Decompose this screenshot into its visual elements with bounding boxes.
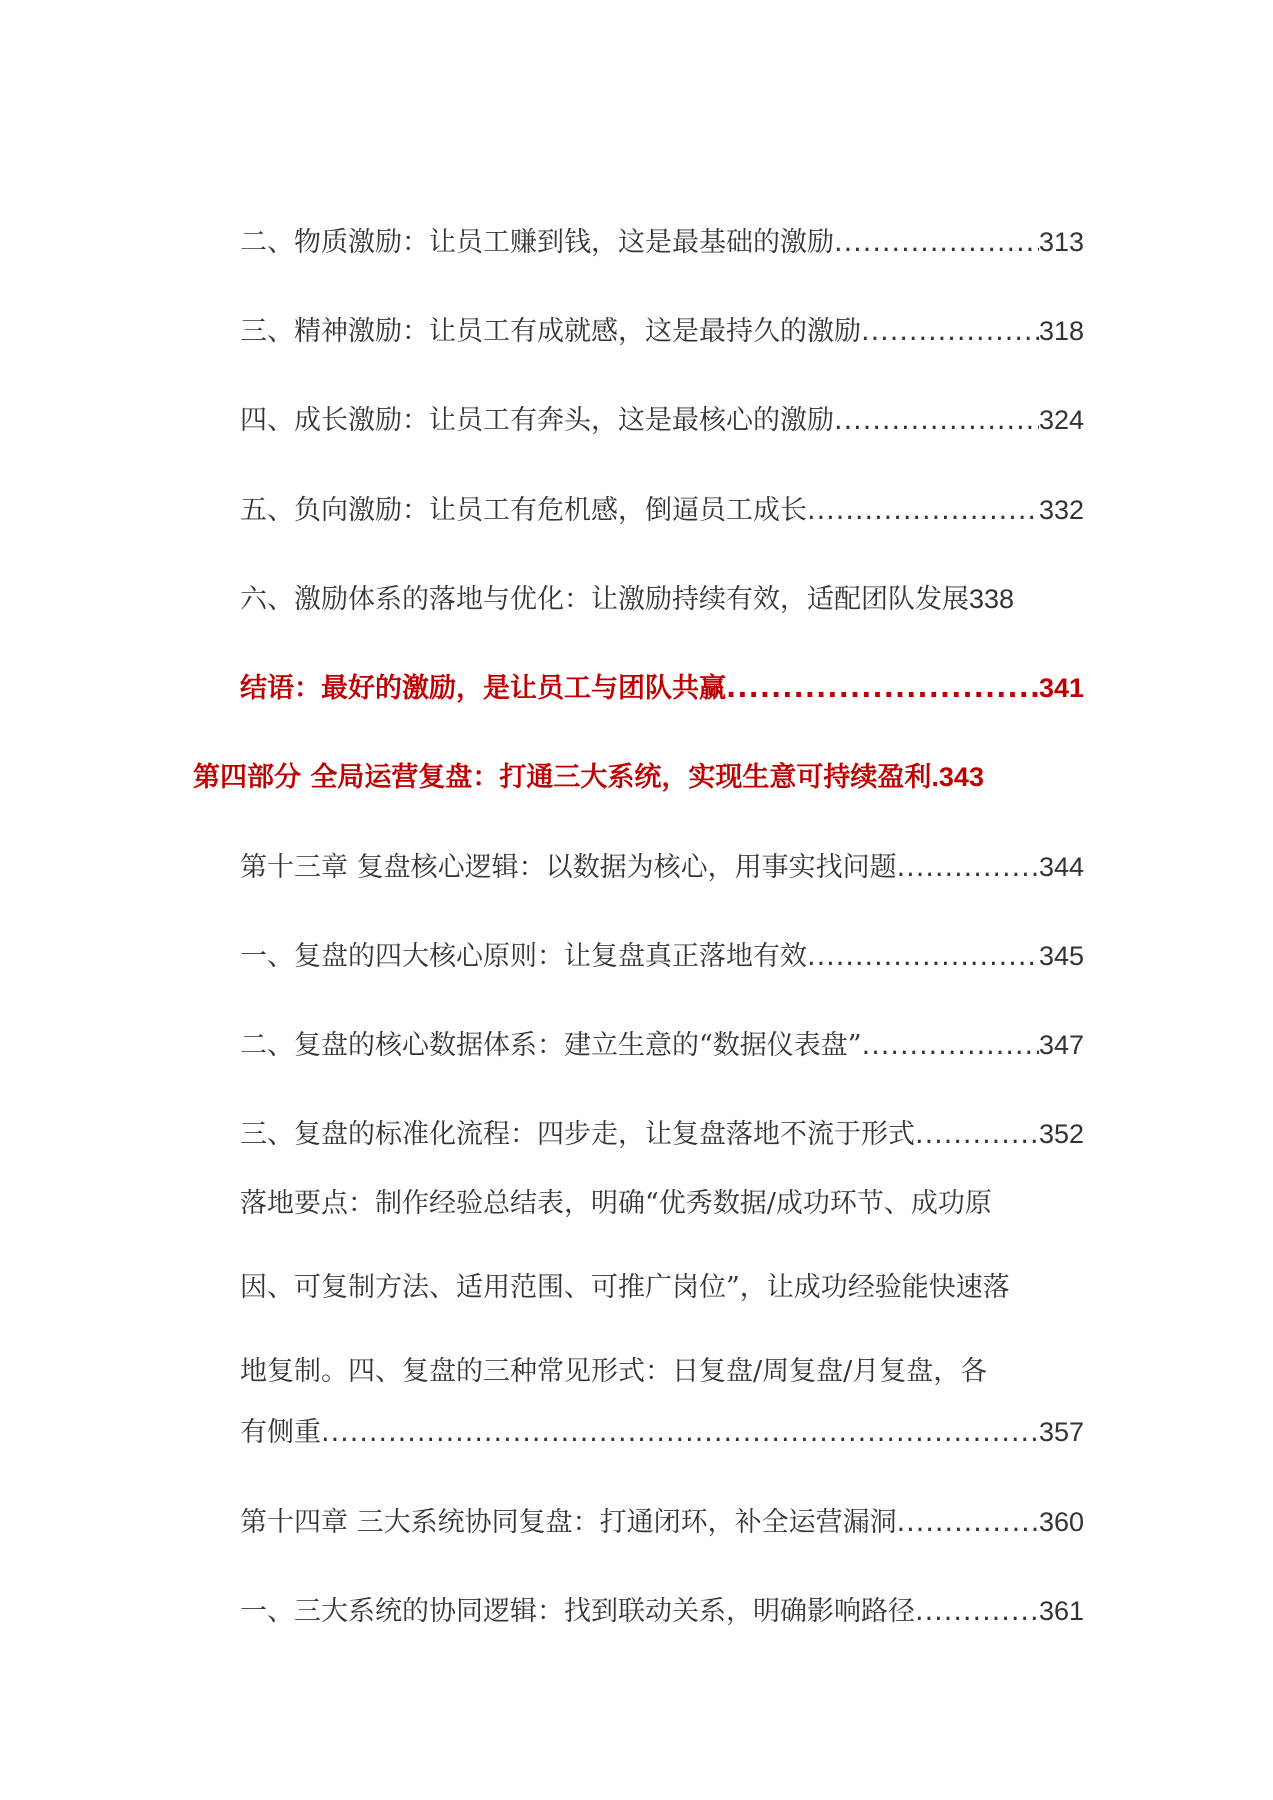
toc-entry-chapter-13[interactable] [240,847,1084,888]
dot-leader [862,1026,1039,1066]
dot-leader [915,1592,1039,1632]
toc-entry-title: 第四部分 全局运营复盘：打通三大系统，实现生意可持续盈利 [193,762,932,793]
toc-entry-data-system[interactable] [240,1025,1084,1066]
dot-leader [321,1413,1039,1453]
toc-page-number: 318 [1038,316,1084,346]
toc-entry-title: 三、精神激励：让员工有成就感，这是最持久的激励 [240,316,861,347]
toc-page-number: 341 [1038,673,1084,703]
toc-entry-conclusion[interactable] [240,668,1084,709]
toc-page-number: 361 [1038,1596,1084,1626]
toc-page-number: 332 [1038,495,1084,525]
dot-leader [807,937,1039,977]
toc-entry-growth-incentive[interactable] [240,400,1084,441]
paragraph-line: 落地要点：制作经验总结表，明确“优秀数据/成功环节、成功原 [240,1188,992,1219]
dot-leader [861,312,1039,352]
toc-entry-title: 一、复盘的四大核心原则：让复盘真正落地有效 [240,941,807,972]
toc-page-number: 352 [1038,1119,1084,1149]
toc-entry-synergy-logic[interactable] [240,1591,1084,1632]
toc-paragraph-last-line[interactable] [240,1412,1084,1453]
toc-page-number: 338 [969,584,1015,614]
toc-entry-title: 二、复盘的核心数据体系：建立生意的“数据仪表盘” [240,1030,862,1061]
toc-entry-title: 有侧重 [240,1417,321,1448]
paragraph-line: 因、可复制方法、适用范围、可推广岗位”，让成功经验能快速落 [240,1272,1010,1303]
toc-page-number: 324 [1038,405,1084,435]
dot-leader [897,1503,1039,1543]
toc-entry-title: 结语：最好的激励，是让员工与团队共赢 [240,673,726,704]
toc-entry-title: 四、成长激励：让员工有奔头，这是最核心的激励 [240,405,834,436]
toc-page-number: 345 [1038,941,1084,971]
toc-entry-title: 二、物质激励：让员工赚到钱，这是最基础的激励 [240,227,834,258]
toc-page-number: 313 [1038,227,1084,257]
toc-entry-four-principles[interactable] [240,936,1084,977]
toc-entry-title: 一、三大系统的协同逻辑：找到联动关系，明确影响路径 [240,1596,915,1627]
dot-leader [834,401,1039,441]
dot-leader [726,669,1039,709]
toc-entry-title: 五、负向激励：让员工有危机感，倒逼员工成长 [240,495,807,526]
toc-page-number: 344 [1038,852,1084,882]
toc-entry-title: 六、激励体系的落地与优化：让激励持续有效，适配团队发展 [240,584,969,615]
toc-entry-title: 三、复盘的标准化流程：四步走，让复盘落地不流于形式 [240,1119,915,1150]
dot-leader [915,1115,1039,1155]
toc-page-number: 360 [1038,1507,1084,1537]
toc-entry-part-four[interactable] [193,757,1084,798]
toc-page-number: .343 [931,762,984,792]
toc-entry-chapter-14[interactable] [240,1502,1084,1543]
toc-page-number: 357 [1038,1417,1084,1447]
toc-entry-spiritual-incentive[interactable] [240,311,1084,352]
toc-entry-incentive-system[interactable] [240,579,1084,620]
dot-leader [834,223,1039,263]
toc-entry-material-incentive[interactable] [240,222,1084,263]
dot-leader [807,491,1039,531]
toc-entry-title: 第十四章 三大系统协同复盘：打通闭环，补全运营漏洞 [240,1507,897,1538]
toc-page-number: 347 [1038,1030,1084,1060]
paragraph-line: 地复制。四、复盘的三种常见形式：日复盘/周复盘/月复盘，各 [240,1356,988,1387]
toc-entry-title: 第十三章 复盘核心逻辑：以数据为核心，用事实找问题 [240,852,897,883]
toc-entry-negative-incentive[interactable] [240,490,1084,531]
dot-leader [897,848,1039,888]
toc-entry-standard-process[interactable] [240,1114,1084,1155]
toc-paragraph-landing-points[interactable] [240,1162,1084,1414]
